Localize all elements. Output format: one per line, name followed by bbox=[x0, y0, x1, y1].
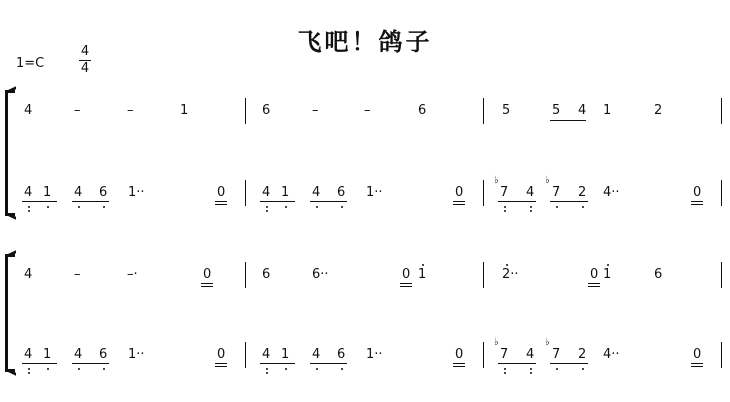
note: 1·· bbox=[366, 347, 383, 362]
note: 6 bbox=[337, 185, 346, 200]
note: 2 bbox=[578, 185, 587, 200]
octave-dot bbox=[530, 372, 532, 374]
note: 4 bbox=[24, 267, 33, 282]
note: 0 bbox=[203, 267, 212, 282]
flat-sign: ♭ bbox=[494, 337, 499, 348]
underline bbox=[498, 201, 536, 202]
barline bbox=[721, 342, 722, 368]
barline bbox=[483, 342, 484, 368]
note: 0 bbox=[590, 267, 599, 282]
note: – bbox=[127, 103, 134, 118]
staff-brace bbox=[5, 90, 15, 216]
octave-dot bbox=[47, 206, 49, 208]
octave-dot bbox=[78, 206, 80, 208]
note: – bbox=[74, 103, 81, 118]
underline bbox=[22, 363, 57, 364]
octave-dot bbox=[285, 368, 287, 370]
octave-dot bbox=[266, 210, 268, 212]
barline bbox=[245, 342, 246, 368]
octave-dot bbox=[530, 206, 532, 208]
note: 6 bbox=[99, 185, 108, 200]
barline bbox=[245, 262, 246, 288]
octave-dot bbox=[504, 206, 506, 208]
underline bbox=[453, 204, 465, 205]
octave-dot bbox=[556, 206, 558, 208]
note: 7 bbox=[552, 347, 561, 362]
note: 7 bbox=[500, 347, 509, 362]
octave-dot bbox=[506, 264, 508, 266]
underline bbox=[400, 286, 412, 287]
octave-dot bbox=[285, 206, 287, 208]
note: 1·· bbox=[128, 185, 145, 200]
octave-dot bbox=[607, 264, 609, 266]
octave-dot bbox=[266, 368, 268, 370]
song-title: 飞吧！鸽子 bbox=[297, 27, 433, 56]
note: 6 bbox=[654, 267, 663, 282]
note: 1·· bbox=[128, 347, 145, 362]
octave-dot bbox=[422, 264, 424, 266]
underline bbox=[691, 204, 703, 205]
note: 5 bbox=[552, 103, 561, 118]
note: 6 bbox=[262, 103, 271, 118]
note: 4 bbox=[74, 347, 83, 362]
octave-dot bbox=[530, 210, 532, 212]
note: – bbox=[74, 267, 81, 282]
underline bbox=[310, 201, 347, 202]
note: 1 bbox=[43, 347, 52, 362]
note: – bbox=[312, 103, 319, 118]
octave-dot bbox=[28, 368, 30, 370]
underline bbox=[215, 363, 227, 364]
underline bbox=[310, 363, 347, 364]
underline bbox=[72, 201, 109, 202]
octave-dot bbox=[78, 368, 80, 370]
underline bbox=[550, 120, 586, 121]
note: 4 bbox=[578, 103, 587, 118]
octave-dot bbox=[341, 206, 343, 208]
octave-dot bbox=[504, 368, 506, 370]
note: 4·· bbox=[603, 347, 620, 362]
octave-dot bbox=[556, 368, 558, 370]
time-numerator: 4 bbox=[80, 44, 90, 59]
underline bbox=[215, 201, 227, 202]
barline bbox=[483, 262, 484, 288]
octave-dot bbox=[28, 210, 30, 212]
octave-dot bbox=[47, 368, 49, 370]
note: 4 bbox=[312, 347, 321, 362]
octave-dot bbox=[28, 206, 30, 208]
octave-dot bbox=[341, 368, 343, 370]
note: 1 bbox=[281, 185, 290, 200]
note: 1 bbox=[418, 267, 427, 282]
octave-dot bbox=[504, 372, 506, 374]
note: 6 bbox=[262, 267, 271, 282]
barline bbox=[721, 262, 722, 288]
octave-dot bbox=[28, 372, 30, 374]
key-signature: 1=C bbox=[16, 56, 45, 71]
note: 1 bbox=[180, 103, 189, 118]
octave-dot bbox=[530, 368, 532, 370]
note: 4 bbox=[262, 185, 271, 200]
barline bbox=[483, 98, 484, 124]
note: 4 bbox=[24, 347, 33, 362]
note: 1 bbox=[603, 267, 612, 282]
underline bbox=[498, 363, 536, 364]
note: 4·· bbox=[603, 185, 620, 200]
note: 7 bbox=[552, 185, 561, 200]
underline bbox=[691, 363, 703, 364]
underline bbox=[260, 201, 295, 202]
underline bbox=[201, 283, 213, 284]
octave-dot bbox=[582, 368, 584, 370]
barline bbox=[245, 180, 246, 206]
barline bbox=[721, 98, 722, 124]
note: 1 bbox=[43, 185, 52, 200]
octave-dot bbox=[103, 368, 105, 370]
note: 0 bbox=[693, 347, 702, 362]
note: 4 bbox=[526, 185, 535, 200]
underline bbox=[691, 201, 703, 202]
note: 2·· bbox=[502, 267, 519, 282]
octave-dot bbox=[266, 372, 268, 374]
underline bbox=[72, 363, 109, 364]
note: 2 bbox=[654, 103, 663, 118]
octave-dot bbox=[504, 210, 506, 212]
note: 0 bbox=[402, 267, 411, 282]
note: 0 bbox=[455, 347, 464, 362]
octave-dot bbox=[316, 368, 318, 370]
note: 4 bbox=[262, 347, 271, 362]
underline bbox=[453, 366, 465, 367]
time-denominator: 4 bbox=[80, 61, 90, 76]
time-signature bbox=[78, 44, 92, 77]
underline bbox=[400, 283, 412, 284]
underline bbox=[22, 201, 57, 202]
note: 5 bbox=[502, 103, 511, 118]
note: 0 bbox=[693, 185, 702, 200]
note: 0 bbox=[217, 347, 226, 362]
underline bbox=[215, 204, 227, 205]
underline bbox=[453, 201, 465, 202]
staff-brace bbox=[5, 254, 15, 372]
note: 0 bbox=[217, 185, 226, 200]
note: 4 bbox=[526, 347, 535, 362]
underline bbox=[691, 366, 703, 367]
underline bbox=[201, 286, 213, 287]
note: 1 bbox=[281, 347, 290, 362]
underline bbox=[550, 363, 588, 364]
octave-dot bbox=[266, 206, 268, 208]
barline bbox=[721, 180, 722, 206]
note: 4 bbox=[312, 185, 321, 200]
note: 4 bbox=[24, 103, 33, 118]
underline bbox=[453, 363, 465, 364]
flat-sign: ♭ bbox=[545, 337, 550, 348]
underline bbox=[260, 363, 295, 364]
note: 7 bbox=[500, 185, 509, 200]
note: 0 bbox=[455, 185, 464, 200]
note: 1 bbox=[603, 103, 612, 118]
note: 6·· bbox=[312, 267, 329, 282]
note: – bbox=[364, 103, 371, 118]
underline bbox=[588, 283, 600, 284]
barline bbox=[483, 180, 484, 206]
note: 6 bbox=[337, 347, 346, 362]
note: 6 bbox=[99, 347, 108, 362]
flat-sign: ♭ bbox=[494, 175, 499, 186]
underline bbox=[588, 286, 600, 287]
note: 4 bbox=[24, 185, 33, 200]
note: –· bbox=[127, 267, 138, 282]
underline bbox=[215, 366, 227, 367]
barline bbox=[245, 98, 246, 124]
note: 1·· bbox=[366, 185, 383, 200]
note: 6 bbox=[418, 103, 427, 118]
note: 2 bbox=[578, 347, 587, 362]
octave-dot bbox=[316, 206, 318, 208]
underline bbox=[550, 201, 588, 202]
octave-dot bbox=[582, 206, 584, 208]
flat-sign: ♭ bbox=[545, 175, 550, 186]
note: 4 bbox=[74, 185, 83, 200]
octave-dot bbox=[103, 206, 105, 208]
